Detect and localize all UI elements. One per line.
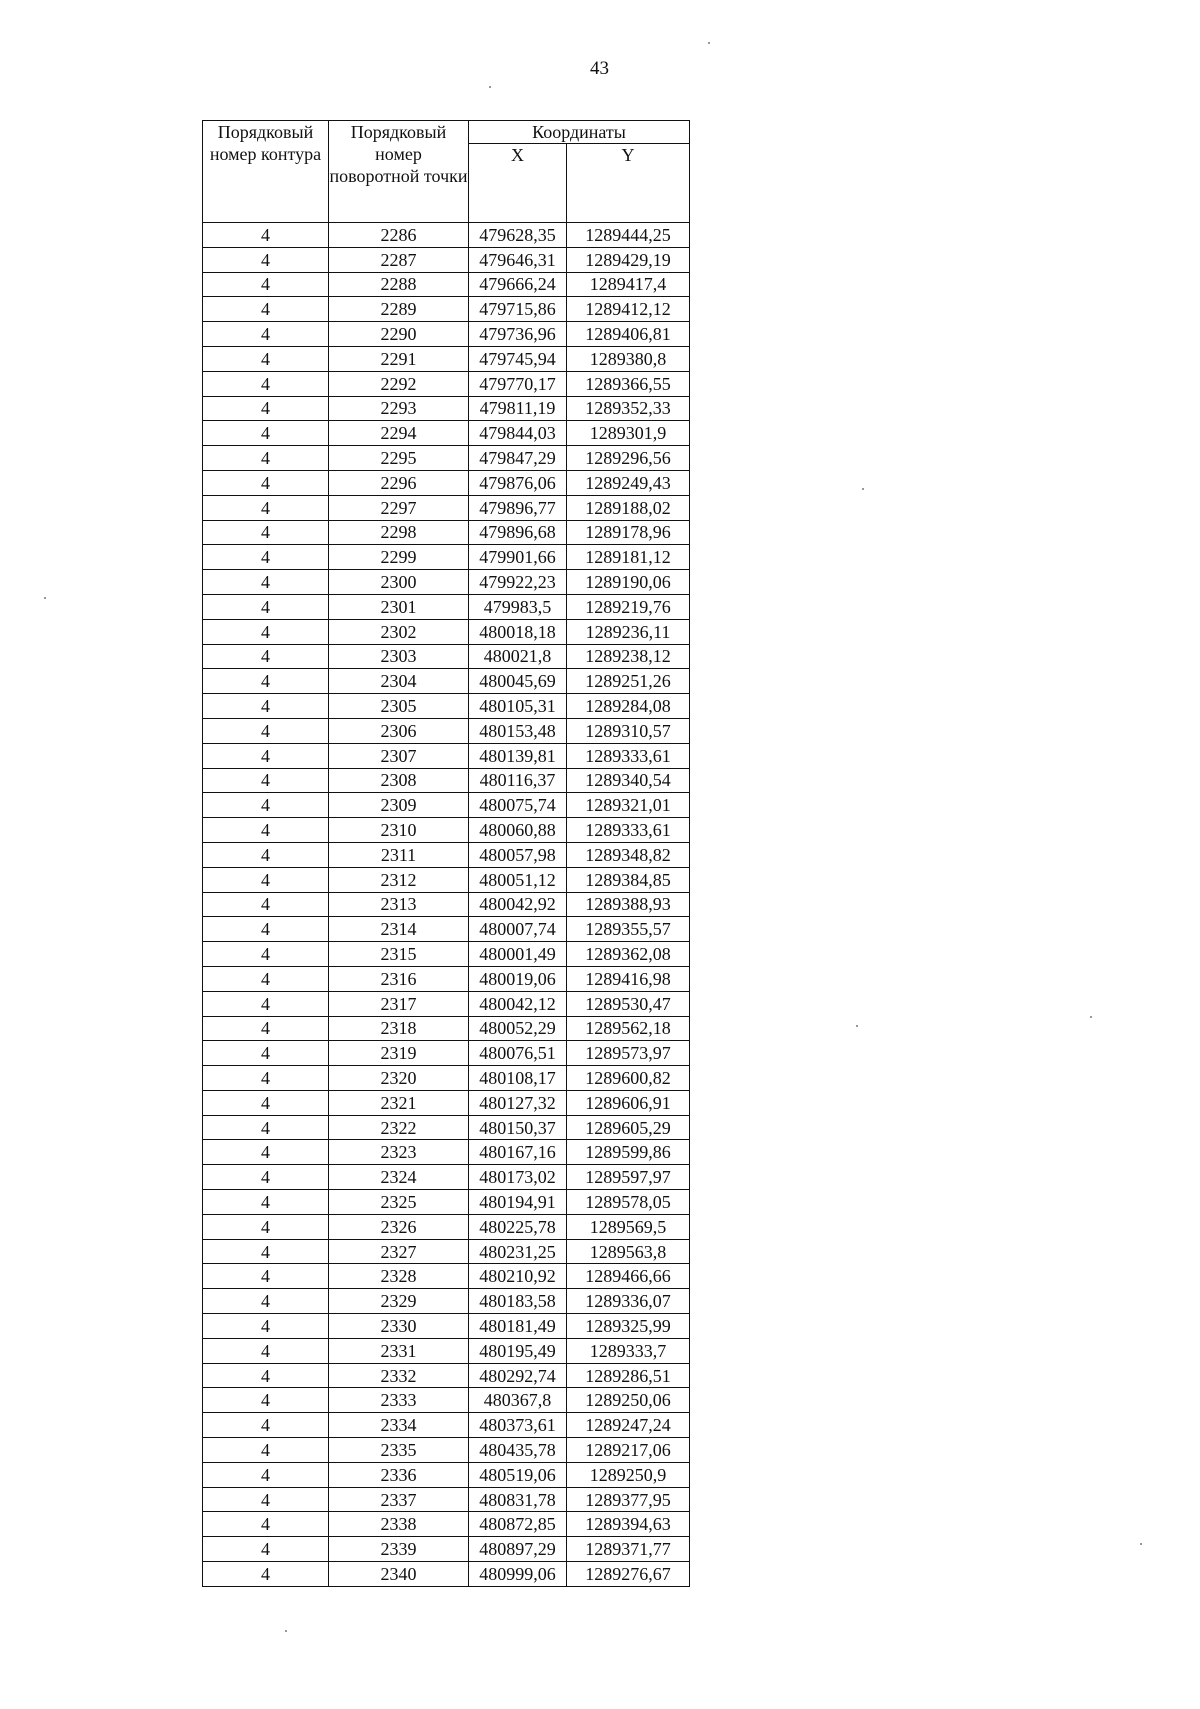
y-coordinate-cell: 1289336,07	[567, 1289, 690, 1314]
x-coordinate-cell: 480042,12	[469, 991, 567, 1016]
table-row	[203, 495, 690, 520]
table-row	[203, 396, 690, 421]
contour-number-cell: 4	[203, 1512, 329, 1537]
point-number-cell: 2328	[329, 1264, 469, 1289]
x-coordinate-cell: 479736,96	[469, 322, 567, 347]
point-number-cell: 2323	[329, 1140, 469, 1165]
point-number-cell: 2331	[329, 1338, 469, 1363]
scan-speck	[285, 1630, 287, 1632]
x-coordinate-cell: 480195,49	[469, 1338, 567, 1363]
table-row	[203, 1264, 690, 1289]
point-number-cell: 2330	[329, 1314, 469, 1339]
x-coordinate-cell: 479770,17	[469, 371, 567, 396]
x-coordinate-cell: 479646,31	[469, 247, 567, 272]
point-number-cell: 2336	[329, 1462, 469, 1487]
scan-speck	[1090, 1016, 1092, 1018]
header-x: X	[469, 144, 567, 223]
table-row	[203, 1066, 690, 1091]
contour-number-cell: 4	[203, 1562, 329, 1587]
point-number-cell: 2312	[329, 867, 469, 892]
contour-number-cell: 4	[203, 991, 329, 1016]
contour-number-cell: 4	[203, 346, 329, 371]
contour-number-cell: 4	[203, 322, 329, 347]
y-coordinate-cell: 1289573,97	[567, 1041, 690, 1066]
y-coordinate-cell: 1289466,66	[567, 1264, 690, 1289]
point-number-cell: 2292	[329, 371, 469, 396]
table-row	[203, 743, 690, 768]
header-point-number: Порядковый номер поворотной точки	[329, 121, 469, 223]
table-row	[203, 1363, 690, 1388]
x-coordinate-cell: 480167,16	[469, 1140, 567, 1165]
point-number-cell: 2325	[329, 1190, 469, 1215]
y-coordinate-cell: 1289348,82	[567, 842, 690, 867]
contour-number-cell: 4	[203, 867, 329, 892]
x-coordinate-cell: 479896,68	[469, 520, 567, 545]
contour-number-cell: 4	[203, 793, 329, 818]
y-coordinate-cell: 1289286,51	[567, 1363, 690, 1388]
contour-number-cell: 4	[203, 223, 329, 248]
point-number-cell: 2324	[329, 1165, 469, 1190]
point-number-cell: 2287	[329, 247, 469, 272]
table-row	[203, 594, 690, 619]
contour-number-cell: 4	[203, 619, 329, 644]
x-coordinate-cell: 480231,25	[469, 1239, 567, 1264]
contour-number-cell: 4	[203, 1115, 329, 1140]
point-number-cell: 2326	[329, 1214, 469, 1239]
x-coordinate-cell: 480150,37	[469, 1115, 567, 1140]
y-coordinate-cell: 1289238,12	[567, 644, 690, 669]
table-row	[203, 991, 690, 1016]
y-coordinate-cell: 1289377,95	[567, 1487, 690, 1512]
header-contour-number: Порядковый номер контура	[203, 121, 329, 223]
point-number-cell: 2320	[329, 1066, 469, 1091]
contour-number-cell: 4	[203, 495, 329, 520]
x-coordinate-cell: 480225,78	[469, 1214, 567, 1239]
x-coordinate-cell: 480075,74	[469, 793, 567, 818]
contour-number-cell: 4	[203, 1314, 329, 1339]
coordinates-table	[202, 120, 690, 1587]
contour-number-cell: 4	[203, 470, 329, 495]
point-number-cell: 2317	[329, 991, 469, 1016]
x-coordinate-cell: 480292,74	[469, 1363, 567, 1388]
point-number-cell: 2309	[329, 793, 469, 818]
contour-number-cell: 4	[203, 966, 329, 991]
point-number-cell: 2332	[329, 1363, 469, 1388]
table-row	[203, 322, 690, 347]
contour-number-cell: 4	[203, 1239, 329, 1264]
y-coordinate-cell: 1289249,43	[567, 470, 690, 495]
scan-speck	[708, 42, 710, 44]
x-coordinate-cell: 480007,74	[469, 917, 567, 942]
x-coordinate-cell: 479922,23	[469, 570, 567, 595]
x-coordinate-cell: 479983,5	[469, 594, 567, 619]
contour-number-cell: 4	[203, 1140, 329, 1165]
x-coordinate-cell: 479628,35	[469, 223, 567, 248]
y-coordinate-cell: 1289606,91	[567, 1090, 690, 1115]
y-coordinate-cell: 1289188,02	[567, 495, 690, 520]
y-coordinate-cell: 1289371,77	[567, 1537, 690, 1562]
y-coordinate-cell: 1289190,06	[567, 570, 690, 595]
x-coordinate-cell: 480060,88	[469, 818, 567, 843]
contour-number-cell: 4	[203, 942, 329, 967]
x-coordinate-cell: 479896,77	[469, 495, 567, 520]
contour-number-cell: 4	[203, 396, 329, 421]
table-row	[203, 1016, 690, 1041]
contour-number-cell: 4	[203, 1487, 329, 1512]
contour-number-cell: 4	[203, 1190, 329, 1215]
contour-number-cell: 4	[203, 371, 329, 396]
contour-number-cell: 4	[203, 1413, 329, 1438]
point-number-cell: 2286	[329, 223, 469, 248]
y-coordinate-cell: 1289333,61	[567, 818, 690, 843]
y-coordinate-cell: 1289251,26	[567, 669, 690, 694]
contour-number-cell: 4	[203, 570, 329, 595]
x-coordinate-cell: 480019,06	[469, 966, 567, 991]
point-number-cell: 2302	[329, 619, 469, 644]
y-coordinate-cell: 1289333,7	[567, 1338, 690, 1363]
x-coordinate-cell: 480021,8	[469, 644, 567, 669]
table-row	[203, 1562, 690, 1587]
contour-number-cell: 4	[203, 1338, 329, 1363]
point-number-cell: 2303	[329, 644, 469, 669]
x-coordinate-cell: 480001,49	[469, 942, 567, 967]
scan-speck	[856, 1025, 858, 1027]
table-row	[203, 768, 690, 793]
header-coordinates: Координаты	[469, 121, 690, 144]
point-number-cell: 2333	[329, 1388, 469, 1413]
x-coordinate-cell: 480194,91	[469, 1190, 567, 1215]
contour-number-cell: 4	[203, 446, 329, 471]
contour-number-cell: 4	[203, 1041, 329, 1066]
point-number-cell: 2310	[329, 818, 469, 843]
point-number-cell: 2296	[329, 470, 469, 495]
point-number-cell: 2319	[329, 1041, 469, 1066]
contour-number-cell: 4	[203, 694, 329, 719]
contour-number-cell: 4	[203, 1438, 329, 1463]
x-coordinate-cell: 479715,86	[469, 297, 567, 322]
point-number-cell: 2297	[329, 495, 469, 520]
point-number-cell: 2322	[329, 1115, 469, 1140]
point-number-cell: 2339	[329, 1537, 469, 1562]
scan-speck	[862, 488, 864, 490]
point-number-cell: 2306	[329, 718, 469, 743]
table-row	[203, 966, 690, 991]
x-coordinate-cell: 480042,92	[469, 892, 567, 917]
table-row	[203, 917, 690, 942]
contour-number-cell: 4	[203, 669, 329, 694]
y-coordinate-cell: 1289366,55	[567, 371, 690, 396]
x-coordinate-cell: 479847,29	[469, 446, 567, 471]
x-coordinate-cell: 480052,29	[469, 1016, 567, 1041]
x-coordinate-cell: 480173,02	[469, 1165, 567, 1190]
x-coordinate-cell: 479811,19	[469, 396, 567, 421]
table-row	[203, 644, 690, 669]
scan-speck	[489, 86, 491, 88]
x-coordinate-cell: 480105,31	[469, 694, 567, 719]
point-number-cell: 2290	[329, 322, 469, 347]
y-coordinate-cell: 1289416,98	[567, 966, 690, 991]
point-number-cell: 2318	[329, 1016, 469, 1041]
x-coordinate-cell: 480051,12	[469, 867, 567, 892]
point-number-cell: 2288	[329, 272, 469, 297]
point-number-cell: 2307	[329, 743, 469, 768]
y-coordinate-cell: 1289247,24	[567, 1413, 690, 1438]
contour-number-cell: 4	[203, 1537, 329, 1562]
point-number-cell: 2327	[329, 1239, 469, 1264]
y-coordinate-cell: 1289444,25	[567, 223, 690, 248]
x-coordinate-cell: 480181,49	[469, 1314, 567, 1339]
point-number-cell: 2315	[329, 942, 469, 967]
point-number-cell: 2313	[329, 892, 469, 917]
table-row	[203, 1289, 690, 1314]
y-coordinate-cell: 1289296,56	[567, 446, 690, 471]
y-coordinate-cell: 1289417,4	[567, 272, 690, 297]
y-coordinate-cell: 1289362,08	[567, 942, 690, 967]
contour-number-cell: 4	[203, 594, 329, 619]
point-number-cell: 2301	[329, 594, 469, 619]
table-row	[203, 297, 690, 322]
y-coordinate-cell: 1289325,99	[567, 1314, 690, 1339]
y-coordinate-cell: 1289394,63	[567, 1512, 690, 1537]
point-number-cell: 2316	[329, 966, 469, 991]
x-coordinate-cell: 480897,29	[469, 1537, 567, 1562]
point-number-cell: 2338	[329, 1512, 469, 1537]
y-coordinate-cell: 1289250,9	[567, 1462, 690, 1487]
y-coordinate-cell: 1289530,47	[567, 991, 690, 1016]
y-coordinate-cell: 1289563,8	[567, 1239, 690, 1264]
point-number-cell: 2334	[329, 1413, 469, 1438]
table-row	[203, 718, 690, 743]
y-coordinate-cell: 1289310,57	[567, 718, 690, 743]
point-number-cell: 2291	[329, 346, 469, 371]
table-row	[203, 446, 690, 471]
point-number-cell: 2305	[329, 694, 469, 719]
contour-number-cell: 4	[203, 718, 329, 743]
x-coordinate-cell: 480076,51	[469, 1041, 567, 1066]
table-row	[203, 247, 690, 272]
contour-number-cell: 4	[203, 1264, 329, 1289]
y-coordinate-cell: 1289578,05	[567, 1190, 690, 1215]
contour-number-cell: 4	[203, 1066, 329, 1091]
contour-number-cell: 4	[203, 520, 329, 545]
page-number: 43	[590, 58, 609, 79]
contour-number-cell: 4	[203, 272, 329, 297]
contour-number-cell: 4	[203, 842, 329, 867]
point-number-cell: 2304	[329, 669, 469, 694]
x-coordinate-cell: 479876,06	[469, 470, 567, 495]
y-coordinate-cell: 1289301,9	[567, 421, 690, 446]
table-row	[203, 1041, 690, 1066]
table-row	[203, 942, 690, 967]
y-coordinate-cell: 1289217,06	[567, 1438, 690, 1463]
table-row	[203, 371, 690, 396]
y-coordinate-cell: 1289250,06	[567, 1388, 690, 1413]
x-coordinate-cell: 480373,61	[469, 1413, 567, 1438]
contour-number-cell: 4	[203, 297, 329, 322]
table-row	[203, 1413, 690, 1438]
table-row	[203, 1438, 690, 1463]
contour-number-cell: 4	[203, 1289, 329, 1314]
x-coordinate-cell: 479745,94	[469, 346, 567, 371]
table-row	[203, 669, 690, 694]
table-row	[203, 570, 690, 595]
point-number-cell: 2289	[329, 297, 469, 322]
table-body	[203, 223, 690, 1587]
table-row	[203, 1115, 690, 1140]
y-coordinate-cell: 1289605,29	[567, 1115, 690, 1140]
x-coordinate-cell: 480139,81	[469, 743, 567, 768]
contour-number-cell: 4	[203, 644, 329, 669]
contour-number-cell: 4	[203, 247, 329, 272]
point-number-cell: 2298	[329, 520, 469, 545]
x-coordinate-cell: 479901,66	[469, 545, 567, 570]
point-number-cell: 2308	[329, 768, 469, 793]
x-coordinate-cell: 480367,8	[469, 1388, 567, 1413]
y-coordinate-cell: 1289597,97	[567, 1165, 690, 1190]
table-row	[203, 1090, 690, 1115]
contour-number-cell: 4	[203, 917, 329, 942]
contour-number-cell: 4	[203, 818, 329, 843]
contour-number-cell: 4	[203, 1462, 329, 1487]
y-coordinate-cell: 1289406,81	[567, 322, 690, 347]
table-row	[203, 694, 690, 719]
table-row	[203, 892, 690, 917]
x-coordinate-cell: 480018,18	[469, 619, 567, 644]
y-coordinate-cell: 1289219,76	[567, 594, 690, 619]
y-coordinate-cell: 1289284,08	[567, 694, 690, 719]
point-number-cell: 2293	[329, 396, 469, 421]
table-row	[203, 818, 690, 843]
y-coordinate-cell: 1289276,67	[567, 1562, 690, 1587]
y-coordinate-cell: 1289355,57	[567, 917, 690, 942]
contour-number-cell: 4	[203, 1388, 329, 1413]
y-coordinate-cell: 1289562,18	[567, 1016, 690, 1041]
y-coordinate-cell: 1289384,85	[567, 867, 690, 892]
y-coordinate-cell: 1289380,8	[567, 346, 690, 371]
contour-number-cell: 4	[203, 1165, 329, 1190]
point-number-cell: 2314	[329, 917, 469, 942]
table-row	[203, 1314, 690, 1339]
x-coordinate-cell: 480435,78	[469, 1438, 567, 1463]
contour-number-cell: 4	[203, 768, 329, 793]
table-row	[203, 421, 690, 446]
table-row	[203, 1388, 690, 1413]
y-coordinate-cell: 1289599,86	[567, 1140, 690, 1165]
x-coordinate-cell: 480210,92	[469, 1264, 567, 1289]
x-coordinate-cell: 480045,69	[469, 669, 567, 694]
table-row	[203, 1165, 690, 1190]
point-number-cell: 2294	[329, 421, 469, 446]
y-coordinate-cell: 1289181,12	[567, 545, 690, 570]
x-coordinate-cell: 480831,78	[469, 1487, 567, 1512]
table-row	[203, 520, 690, 545]
point-number-cell: 2311	[329, 842, 469, 867]
contour-number-cell: 4	[203, 1363, 329, 1388]
point-number-cell: 2335	[329, 1438, 469, 1463]
table-row	[203, 619, 690, 644]
y-coordinate-cell: 1289600,82	[567, 1066, 690, 1091]
x-coordinate-cell: 480872,85	[469, 1512, 567, 1537]
table-row	[203, 1214, 690, 1239]
scan-speck	[1140, 1543, 1142, 1545]
contour-number-cell: 4	[203, 743, 329, 768]
point-number-cell: 2295	[329, 446, 469, 471]
table-row	[203, 793, 690, 818]
x-coordinate-cell: 480108,17	[469, 1066, 567, 1091]
header-y: Y	[567, 144, 690, 223]
contour-number-cell: 4	[203, 892, 329, 917]
table-row	[203, 1338, 690, 1363]
y-coordinate-cell: 1289388,93	[567, 892, 690, 917]
table-row	[203, 842, 690, 867]
x-coordinate-cell: 480127,32	[469, 1090, 567, 1115]
table-row	[203, 1140, 690, 1165]
table-row	[203, 1487, 690, 1512]
table-row	[203, 545, 690, 570]
y-coordinate-cell: 1289352,33	[567, 396, 690, 421]
y-coordinate-cell: 1289569,5	[567, 1214, 690, 1239]
x-coordinate-cell: 479844,03	[469, 421, 567, 446]
table-row	[203, 1462, 690, 1487]
x-coordinate-cell: 480153,48	[469, 718, 567, 743]
table-row	[203, 223, 690, 248]
y-coordinate-cell: 1289340,54	[567, 768, 690, 793]
point-number-cell: 2300	[329, 570, 469, 595]
point-number-cell: 2337	[329, 1487, 469, 1512]
table-row	[203, 272, 690, 297]
y-coordinate-cell: 1289412,12	[567, 297, 690, 322]
scan-speck	[44, 597, 46, 599]
table-row	[203, 346, 690, 371]
table-row	[203, 867, 690, 892]
y-coordinate-cell: 1289321,01	[567, 793, 690, 818]
x-coordinate-cell: 480519,06	[469, 1462, 567, 1487]
contour-number-cell: 4	[203, 1090, 329, 1115]
y-coordinate-cell: 1289236,11	[567, 619, 690, 644]
y-coordinate-cell: 1289333,61	[567, 743, 690, 768]
point-number-cell: 2299	[329, 545, 469, 570]
table-row	[203, 1537, 690, 1562]
contour-number-cell: 4	[203, 421, 329, 446]
x-coordinate-cell: 480999,06	[469, 1562, 567, 1587]
point-number-cell: 2340	[329, 1562, 469, 1587]
contour-number-cell: 4	[203, 1016, 329, 1041]
x-coordinate-cell: 480183,58	[469, 1289, 567, 1314]
table-row	[203, 470, 690, 495]
contour-number-cell: 4	[203, 1214, 329, 1239]
point-number-cell: 2321	[329, 1090, 469, 1115]
x-coordinate-cell: 479666,24	[469, 272, 567, 297]
x-coordinate-cell: 480057,98	[469, 842, 567, 867]
point-number-cell: 2329	[329, 1289, 469, 1314]
contour-number-cell: 4	[203, 545, 329, 570]
y-coordinate-cell: 1289178,96	[567, 520, 690, 545]
table-row	[203, 1239, 690, 1264]
y-coordinate-cell: 1289429,19	[567, 247, 690, 272]
x-coordinate-cell: 480116,37	[469, 768, 567, 793]
table-row	[203, 1512, 690, 1537]
table-row	[203, 1190, 690, 1215]
